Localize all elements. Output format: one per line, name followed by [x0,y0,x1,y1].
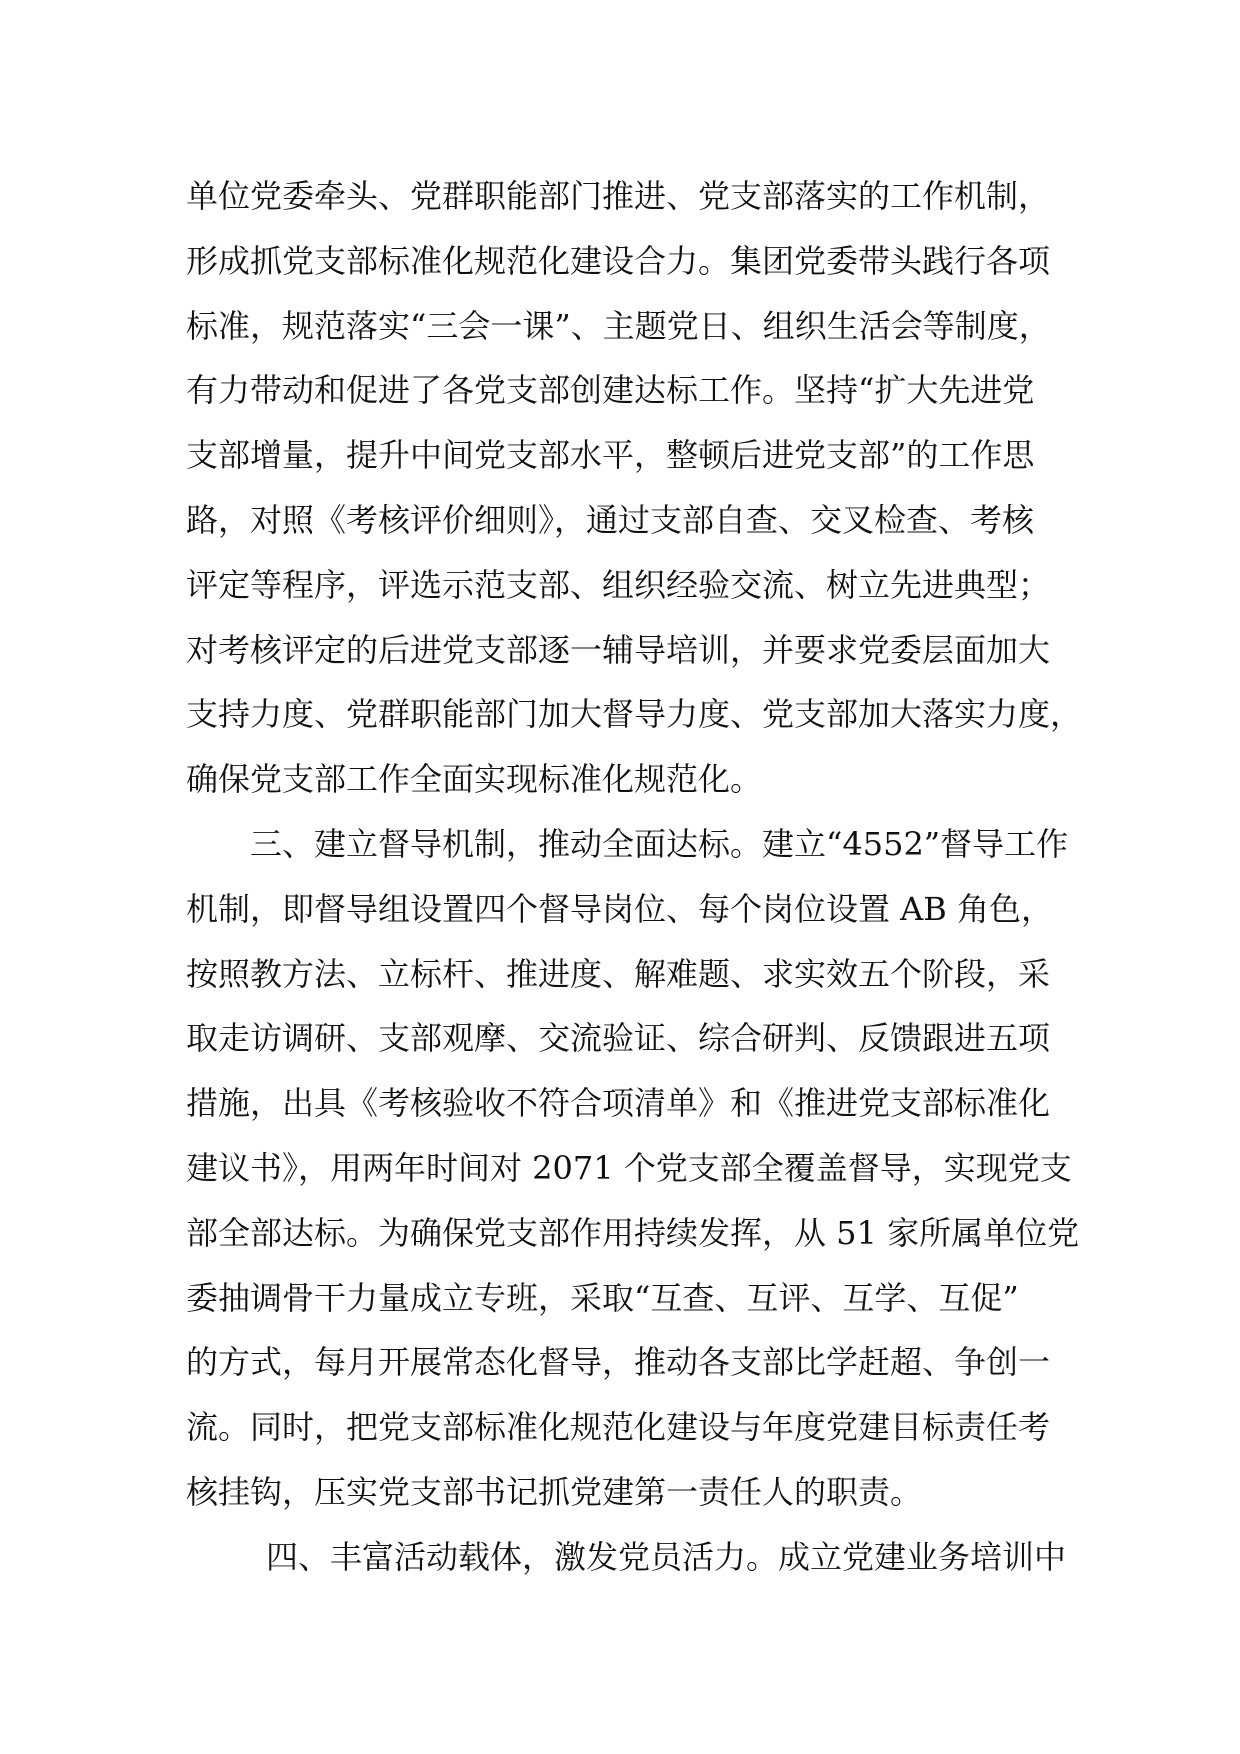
section-heading-line: 四、丰富活动载体，激发党员活力。成立党建业务培训中 [266,1537,1067,1576]
text-line: 单位党委牵头、党群职能部门推进、党支部落实的工作机制， [186,177,1051,215]
text-line: 形成抓党支部标准化规范化建设合力。集团党委带头践行各项 [186,241,1051,280]
text-line: 标准，规范落实“三会一课”、主题党日、组织生活会等制度， [186,306,1051,345]
text-line: 委抽调骨干力量成立专班，采取“互查、互评、互学、互促” [186,1278,1019,1317]
text-line: 建议书》，用两年时间对 2071 个党支部全覆盖督导，实现党支 [186,1148,1072,1187]
text-line: 对考核评定的后进党支部逐一辅导培训，并要求党委层面加大 [186,630,1051,669]
text-line: 的方式，每月开展常态化督导，推动各支部比学赶超、争创一 [186,1343,1051,1382]
text-line: 措施，出具《考核验收不符合项清单》和《推进党支部标准化 [186,1084,1051,1123]
text-line: 支部增量，提升中间党支部水平，整顿后进党支部”的工作思 [186,436,1035,475]
text-line: 取走访调研、支部观摩、交流验证、综合研判、反馈跟进五项 [186,1019,1051,1058]
text-line: 评定等程序，评选示范支部、组织经验交流、树立先进典型； [186,565,1051,604]
body-text [186,164,1086,1590]
text-line: 流。同时，把党支部标准化规范化建设与年度党建目标责任考 [186,1408,1051,1447]
text-line: 核挂钩，压实党支部书记抓党建第一责任人的职责。 [186,1472,923,1511]
text-line: 部全部达标。为确保党支部作用持续发挥，从 51 家所属单位党 [186,1213,1080,1252]
text-line: 路，对照《考核评价细则》，通过支部自查、交叉检查、考核 [186,500,1035,539]
section-heading-line: 三、建立督导机制，推动全面达标。建立“4552”督导工作 [250,824,1069,863]
text-line: 支持力度、党群职能部门加大督导力度、党支部加大落实力度， [186,695,1083,734]
text-line: 按照教方法、立标杆、推进度、解难题、求实效五个阶段，采 [186,954,1051,993]
text-line: 确保党支部工作全面实现标准化规范化。 [186,760,763,799]
text-line: 有力带动和促进了各党支部创建达标工作。坚持“扩大先进党 [186,371,1035,410]
text-line: 机制，即督导组设置四个督导岗位、每个岗位设置 AB 角色， [186,889,1053,928]
